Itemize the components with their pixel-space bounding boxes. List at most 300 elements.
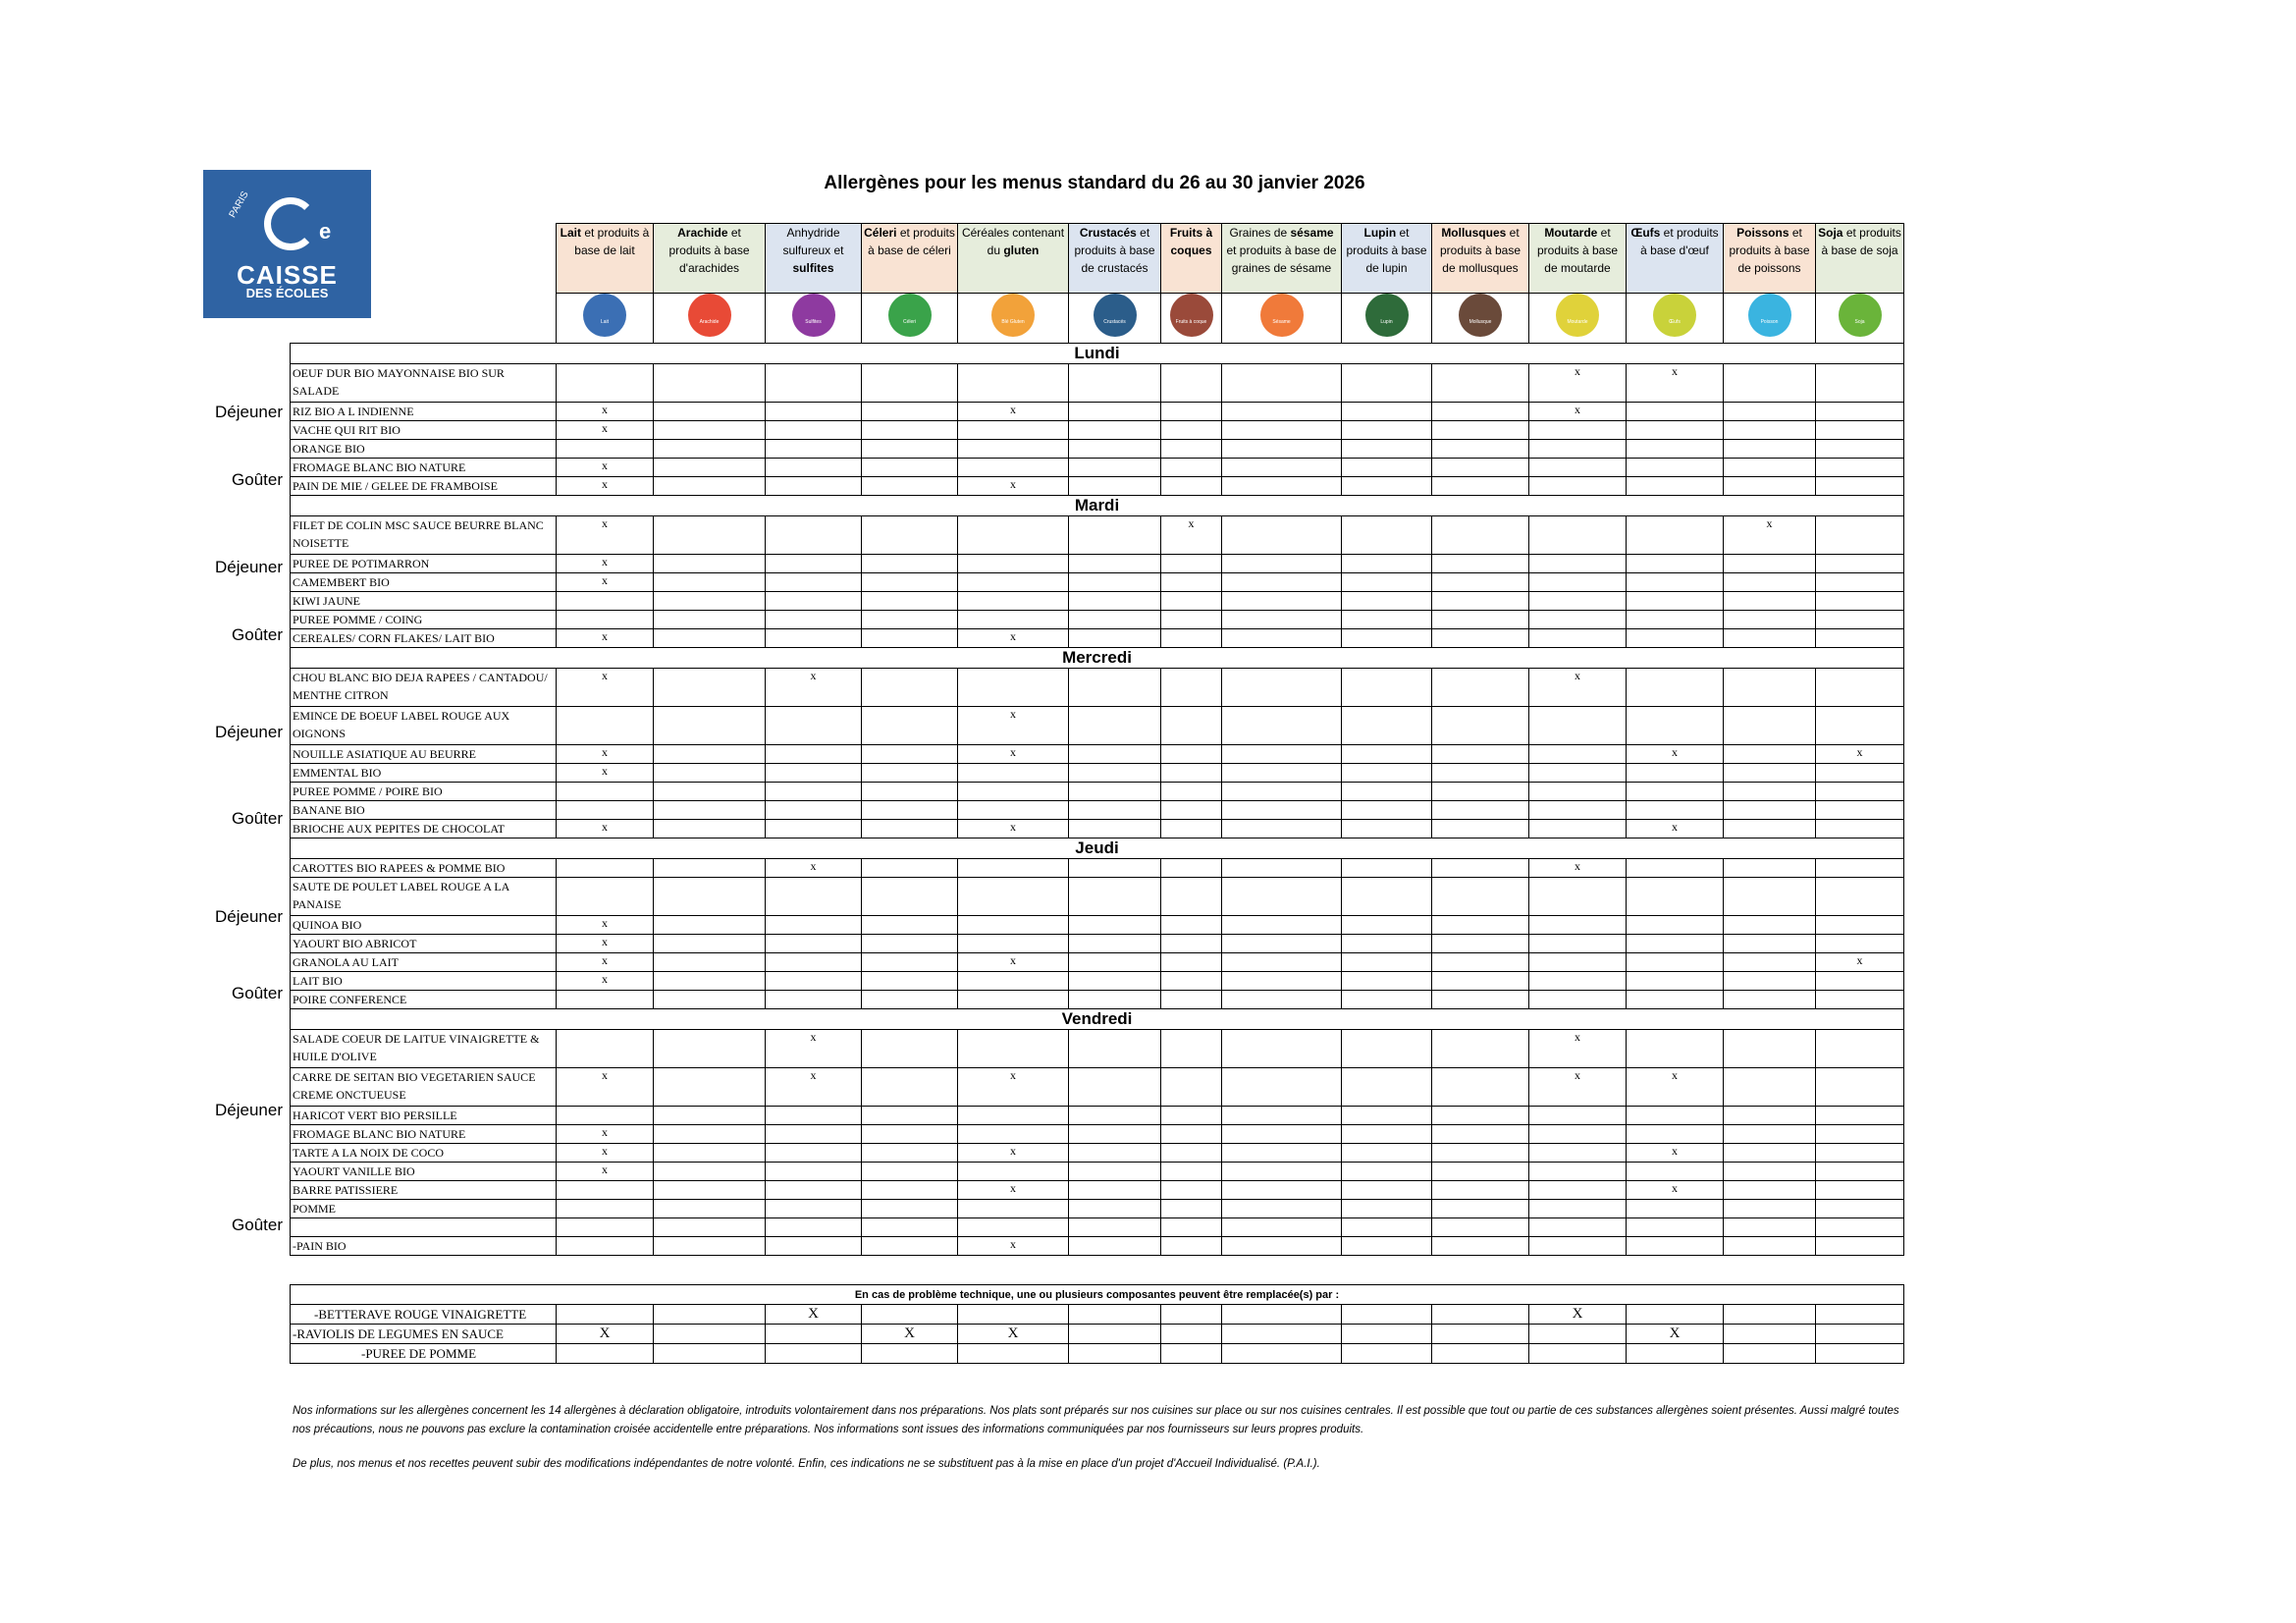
allergen-mark-cell <box>1342 991 1432 1009</box>
allergen-name-13: Soja et produits à base de soja <box>1816 224 1904 294</box>
allergen-mark-cell: x <box>557 403 654 421</box>
allergen-mark-cell <box>654 1125 766 1144</box>
allergen-icon-cell-9 <box>1432 294 1529 344</box>
allergen-mark-cell <box>862 878 958 916</box>
icon-caption: Œufs <box>1669 319 1681 325</box>
replacement-mark-cell <box>1432 1325 1529 1344</box>
dish-name: -PAIN BIO <box>291 1237 557 1256</box>
allergen-mark-cell <box>1161 1107 1222 1125</box>
replacement-mark-cell: X <box>1627 1325 1724 1344</box>
allergen-mark-cell <box>1627 629 1724 648</box>
allergen-mark-cell <box>1627 477 1724 496</box>
allergen-mark-cell <box>1161 916 1222 935</box>
table-row <box>291 1163 1904 1181</box>
replacement-row <box>291 1344 1904 1364</box>
allergen-mark-cell <box>766 991 862 1009</box>
allergen-mark-cell <box>1529 783 1627 801</box>
allergen-mark-cell <box>1161 859 1222 878</box>
icon-caption: Arachide <box>699 319 720 325</box>
dish-name: RIZ BIO A L INDIENNE <box>291 403 557 421</box>
meal-label: Déjeuner <box>215 906 283 926</box>
allergen-mark-cell <box>654 1107 766 1125</box>
allergen-mark-cell <box>1816 820 1904 839</box>
allergen-mark-cell <box>1627 421 1724 440</box>
allergen-mark-cell <box>862 1125 958 1144</box>
allergen-mark-cell <box>1069 972 1161 991</box>
allergen-mark-cell <box>1529 573 1627 592</box>
sesame-icon <box>1260 294 1304 337</box>
allergen-mark-cell <box>766 707 862 745</box>
allergen-mark-cell <box>1432 953 1529 972</box>
allergen-mark-cell <box>1342 1030 1432 1068</box>
replacement-mark-cell <box>862 1344 958 1364</box>
day-heading: Mercredi <box>291 648 1904 669</box>
replacement-mark-cell: X <box>557 1325 654 1344</box>
allergen-mark-cell: x <box>1627 1144 1724 1163</box>
replacement-mark-cell <box>1529 1344 1627 1364</box>
table-row <box>291 783 1904 801</box>
allergen-mark-cell <box>1724 764 1816 783</box>
allergen-mark-cell <box>1161 991 1222 1009</box>
allergen-mark-cell <box>1222 1237 1342 1256</box>
allergen-mark-cell <box>1529 440 1627 459</box>
table-row <box>291 477 1904 496</box>
allergen-mark-cell <box>1816 1107 1904 1125</box>
table-row <box>291 629 1904 648</box>
allergen-mark-cell <box>654 972 766 991</box>
allergen-icon-cell-8 <box>1342 294 1432 344</box>
allergen-mark-cell <box>1529 1200 1627 1218</box>
allergen-mark-cell <box>1724 859 1816 878</box>
dish-name: CARRE DE SEITAN BIO VEGETARIEN SAUCE CREME ONCTUEUSE <box>291 1068 557 1107</box>
allergen-mark-cell <box>1161 477 1222 496</box>
allergen-mark-cell <box>557 611 654 629</box>
dish-name: KIWI JAUNE <box>291 592 557 611</box>
table-row <box>291 1068 1904 1107</box>
allergen-mark-cell <box>654 403 766 421</box>
allergen-mark-cell <box>1432 440 1529 459</box>
soy-icon <box>1839 294 1882 337</box>
allergen-mark-cell <box>557 1107 654 1125</box>
replacement-table <box>290 1284 1904 1364</box>
allergen-mark-cell <box>1627 1163 1724 1181</box>
allergen-mark-cell <box>1222 1218 1342 1237</box>
allergen-mark-cell <box>1222 421 1342 440</box>
allergen-mark-cell <box>1342 459 1432 477</box>
icon-caption: Lait <box>600 319 610 325</box>
allergen-mark-cell <box>958 459 1069 477</box>
dish-name: BANANE BIO <box>291 801 557 820</box>
allergen-mark-cell <box>1342 1068 1432 1107</box>
allergen-mark-cell <box>1069 1181 1161 1200</box>
allergen-mark-cell <box>1529 1144 1627 1163</box>
fish-icon <box>1748 294 1791 337</box>
allergen-mark-cell <box>862 1163 958 1181</box>
allergen-mark-cell <box>1724 1144 1816 1163</box>
allergen-mark-cell <box>958 859 1069 878</box>
allergen-mark-cell <box>1342 421 1432 440</box>
meal-label: Déjeuner <box>215 403 283 421</box>
dish-name: POIRE CONFERENCE <box>291 991 557 1009</box>
allergen-mark-cell <box>1069 1107 1161 1125</box>
sulfites-icon <box>792 294 835 337</box>
allergen-mark-cell <box>862 764 958 783</box>
allergen-mark-cell <box>1529 820 1627 839</box>
allergen-mark-cell <box>1724 629 1816 648</box>
allergen-mark-cell <box>1069 459 1161 477</box>
allergen-mark-cell <box>1816 1181 1904 1200</box>
peanut-icon <box>688 294 731 337</box>
allergen-mark-cell <box>766 1107 862 1125</box>
allergen-mark-cell <box>1161 707 1222 745</box>
allergen-mark-cell <box>1816 801 1904 820</box>
table-row <box>291 991 1904 1009</box>
allergen-mark-cell <box>1342 611 1432 629</box>
meal-label: Goûter <box>232 624 283 644</box>
allergen-mark-cell <box>766 1181 862 1200</box>
allergen-mark-cell <box>1432 991 1529 1009</box>
allergen-mark-cell <box>1432 859 1529 878</box>
allergen-mark-cell <box>654 629 766 648</box>
allergen-mark-cell <box>1432 1163 1529 1181</box>
allergen-mark-cell: x <box>766 859 862 878</box>
allergen-mark-cell <box>1342 516 1432 555</box>
allergen-icon-row <box>291 294 1904 344</box>
allergen-mark-cell <box>862 1068 958 1107</box>
table-row <box>291 1125 1904 1144</box>
allergen-mark-cell <box>1222 707 1342 745</box>
allergen-mark-cell <box>1342 707 1432 745</box>
table-row <box>291 801 1904 820</box>
allergen-mark-cell <box>654 477 766 496</box>
allergen-mark-cell <box>654 1030 766 1068</box>
replacement-mark-cell <box>766 1344 862 1364</box>
allergen-mark-cell <box>766 878 862 916</box>
allergen-mark-cell <box>1816 555 1904 573</box>
allergen-mark-cell <box>1432 364 1529 403</box>
table-row <box>291 1181 1904 1200</box>
allergen-mark-cell <box>1724 1237 1816 1256</box>
allergen-mark-cell <box>654 611 766 629</box>
allergen-mark-cell <box>766 573 862 592</box>
replacement-dish: -PUREE DE POMME <box>291 1344 557 1364</box>
allergen-mark-cell <box>766 403 862 421</box>
allergen-mark-cell <box>1222 403 1342 421</box>
allergen-mark-cell <box>1627 878 1724 916</box>
allergen-mark-cell <box>1724 953 1816 972</box>
allergen-mark-cell <box>1724 611 1816 629</box>
allergen-disclaimer-2: De plus, nos menus et nos recettes peuvent subir des modifications indépendantes de notre volonté. Enfin, ces indications ne se substituent pas à la mise en place d'un projet d'Accueil Individualisé. (P.A.I.). <box>293 1458 1320 1470</box>
allergen-mark-cell <box>862 1200 958 1218</box>
allergen-mark-cell <box>862 745 958 764</box>
allergen-mark-cell <box>1724 440 1816 459</box>
replacement-mark-cell <box>1161 1305 1222 1325</box>
allergen-mark-cell <box>1432 1181 1529 1200</box>
allergen-mark-cell <box>862 516 958 555</box>
allergen-mark-cell <box>1432 1218 1529 1237</box>
allergen-mark-cell <box>1529 878 1627 916</box>
dish-name: FROMAGE BLANC BIO NATURE <box>291 459 557 477</box>
allergen-mark-cell <box>1342 878 1432 916</box>
allergen-mark-cell <box>1816 573 1904 592</box>
allergen-mark-cell <box>1816 707 1904 745</box>
allergen-mark-cell <box>1161 820 1222 839</box>
allergen-mark-cell <box>1069 878 1161 916</box>
allergen-mark-cell <box>1432 1144 1529 1163</box>
dish-name: EMMENTAL BIO <box>291 764 557 783</box>
allergen-mark-cell: x <box>557 745 654 764</box>
allergen-mark-cell <box>1432 935 1529 953</box>
allergen-mark-cell <box>862 935 958 953</box>
dish-name: SAUTE DE POULET LABEL ROUGE A LA PANAISE <box>291 878 557 916</box>
allergen-mark-cell <box>1069 1163 1161 1181</box>
allergen-mark-cell: x <box>557 953 654 972</box>
allergen-mark-cell: x <box>557 669 654 707</box>
allergen-mark-cell <box>1724 459 1816 477</box>
allergen-mark-cell <box>1529 555 1627 573</box>
allergen-mark-cell <box>1816 403 1904 421</box>
allergen-mark-cell <box>557 364 654 403</box>
allergen-mark-cell <box>1816 669 1904 707</box>
allergen-mark-cell <box>1627 669 1724 707</box>
allergen-mark-cell: x <box>1627 364 1724 403</box>
allergen-mark-cell <box>1342 859 1432 878</box>
replacement-mark-cell <box>1627 1305 1724 1325</box>
allergen-mark-cell <box>1432 820 1529 839</box>
allergen-mark-cell <box>1432 459 1529 477</box>
allergen-mark-cell <box>862 1107 958 1125</box>
allergen-mark-cell <box>1724 745 1816 764</box>
allergen-mark-cell <box>1222 764 1342 783</box>
replacement-mark-cell <box>557 1344 654 1364</box>
replacement-mark-cell <box>1816 1344 1904 1364</box>
allergen-mark-cell <box>1222 991 1342 1009</box>
allergen-mark-cell <box>1724 935 1816 953</box>
allergen-mark-cell <box>958 516 1069 555</box>
table-row <box>291 364 1904 403</box>
table-row <box>291 516 1904 555</box>
allergen-mark-cell <box>1161 669 1222 707</box>
allergen-mark-cell <box>1161 1163 1222 1181</box>
dish-name: FILET DE COLIN MSC SAUCE BEURRE BLANC NOISETTE <box>291 516 557 555</box>
dish-name: YAOURT BIO ABRICOT <box>291 935 557 953</box>
allergen-mark-cell <box>1816 629 1904 648</box>
table-row <box>291 1237 1904 1256</box>
icon-caption: Moutarde <box>1567 319 1588 325</box>
table-row <box>291 745 1904 764</box>
allergen-table <box>290 223 1904 1256</box>
allergen-mark-cell: x <box>1529 669 1627 707</box>
allergen-mark-cell <box>1222 364 1342 403</box>
allergen-mark-cell <box>1342 1237 1432 1256</box>
allergen-mark-cell <box>1069 403 1161 421</box>
allergen-mark-cell <box>766 516 862 555</box>
replacement-mark-cell <box>654 1305 766 1325</box>
allergen-mark-cell: x <box>958 403 1069 421</box>
allergen-mark-cell <box>1222 859 1342 878</box>
day-heading: Lundi <box>291 344 1904 364</box>
allergen-mark-cell <box>1432 1237 1529 1256</box>
allergen-mark-cell <box>1222 1200 1342 1218</box>
allergen-mark-cell <box>557 707 654 745</box>
table-row <box>291 764 1904 783</box>
replacement-mark-cell <box>1222 1344 1342 1364</box>
replacement-mark-cell <box>1724 1305 1816 1325</box>
day-row <box>291 648 1904 669</box>
dish-name: SALADE COEUR DE LAITUE VINAIGRETTE & HUILE D'OLIVE <box>291 1030 557 1068</box>
lupin-icon <box>1365 294 1409 337</box>
icon-caption: Céleri <box>902 319 917 325</box>
allergen-mark-cell: x <box>766 1068 862 1107</box>
allergen-mark-cell <box>958 555 1069 573</box>
allergen-header-row <box>291 224 1904 294</box>
allergen-mark-cell <box>766 745 862 764</box>
allergen-mark-cell <box>1342 1163 1432 1181</box>
allergen-mark-cell <box>1816 916 1904 935</box>
table-row <box>291 953 1904 972</box>
allergen-mark-cell: x <box>1529 1068 1627 1107</box>
allergen-mark-cell <box>1342 953 1432 972</box>
allergen-mark-cell <box>1627 440 1724 459</box>
allergen-name-9: Mollusques et produits à base de mollusques <box>1432 224 1529 294</box>
dish-name: EMINCE DE BOEUF LABEL ROUGE AUX OIGNONS <box>291 707 557 745</box>
allergen-mark-cell <box>1627 972 1724 991</box>
allergen-mark-cell <box>654 669 766 707</box>
allergen-mark-cell <box>958 801 1069 820</box>
allergen-mark-cell: x <box>958 629 1069 648</box>
allergen-mark-cell <box>1222 1163 1342 1181</box>
allergen-mark-cell <box>766 935 862 953</box>
allergen-mark-cell <box>1342 364 1432 403</box>
allergen-mark-cell <box>1816 592 1904 611</box>
allergen-mark-cell <box>766 555 862 573</box>
meal-label: Goûter <box>232 469 283 489</box>
allergen-mark-cell <box>1342 783 1432 801</box>
allergen-name-11: Œufs et produits à base d'œuf <box>1627 224 1724 294</box>
day-row <box>291 344 1904 364</box>
allergen-mark-cell <box>1161 573 1222 592</box>
allergen-mark-cell <box>1816 477 1904 496</box>
allergen-mark-cell <box>1432 745 1529 764</box>
allergen-mark-cell <box>557 859 654 878</box>
allergen-name-7: Graines de sésame et produits à base de graines de sésame <box>1222 224 1342 294</box>
dish-name: BRIOCHE AUX PEPITES DE CHOCOLAT <box>291 820 557 839</box>
allergen-mark-cell <box>766 764 862 783</box>
replacement-mark-cell <box>1069 1305 1161 1325</box>
allergen-mark-cell <box>557 1200 654 1218</box>
allergen-mark-cell <box>1222 516 1342 555</box>
day-row <box>291 839 1904 859</box>
dish-name: LAIT BIO <box>291 972 557 991</box>
allergen-mark-cell <box>1069 935 1161 953</box>
allergen-mark-cell <box>1342 629 1432 648</box>
allergen-mark-cell <box>862 859 958 878</box>
logo-line1: CAISSE <box>237 260 338 290</box>
allergen-mark-cell <box>1724 972 1816 991</box>
allergen-mark-cell <box>862 801 958 820</box>
allergen-mark-cell <box>1069 707 1161 745</box>
allergen-mark-cell <box>862 1181 958 1200</box>
allergen-mark-cell <box>1627 592 1724 611</box>
allergen-mark-cell: x <box>557 477 654 496</box>
allergen-mark-cell <box>1816 440 1904 459</box>
allergen-mark-cell <box>654 1218 766 1237</box>
table-row <box>291 1107 1904 1125</box>
allergen-mark-cell <box>862 1237 958 1256</box>
allergen-mark-cell <box>1161 972 1222 991</box>
allergen-mark-cell <box>1529 935 1627 953</box>
allergen-mark-cell <box>654 1144 766 1163</box>
dish-name: CHOU BLANC BIO DEJA RAPEES / CANTADOU/ MENTHE CITRON <box>291 669 557 707</box>
allergen-mark-cell <box>1529 745 1627 764</box>
allergen-mark-cell <box>1161 745 1222 764</box>
allergen-mark-cell <box>1161 364 1222 403</box>
allergen-mark-cell <box>1816 1163 1904 1181</box>
allergen-mark-cell: x <box>557 573 654 592</box>
allergen-mark-cell <box>1161 1144 1222 1163</box>
allergen-mark-cell: x <box>1724 516 1816 555</box>
allergen-mark-cell: x <box>557 1125 654 1144</box>
icon-caption: Fruits à coque <box>1175 319 1207 325</box>
allergen-mark-cell <box>1529 592 1627 611</box>
allergen-mark-cell <box>1161 555 1222 573</box>
egg-icon <box>1653 294 1696 337</box>
allergen-mark-cell <box>766 421 862 440</box>
allergen-mark-cell <box>1222 935 1342 953</box>
allergen-mark-cell <box>1342 935 1432 953</box>
allergen-mark-cell: x <box>1161 516 1222 555</box>
allergen-mark-cell <box>654 440 766 459</box>
allergen-mark-cell <box>766 972 862 991</box>
table-row <box>291 421 1904 440</box>
allergen-mark-cell <box>1069 801 1161 820</box>
allergen-mark-cell <box>1432 592 1529 611</box>
allergen-mark-cell <box>1432 555 1529 573</box>
allergen-mark-cell <box>862 991 958 1009</box>
allergen-mark-cell: x <box>557 629 654 648</box>
allergen-mark-cell <box>1529 972 1627 991</box>
replacement-mark-cell <box>1342 1325 1432 1344</box>
allergen-mark-cell <box>1627 555 1724 573</box>
allergen-mark-cell <box>1432 707 1529 745</box>
allergen-mark-cell <box>1724 1218 1816 1237</box>
allergen-mark-cell <box>557 1218 654 1237</box>
allergen-mark-cell <box>958 1125 1069 1144</box>
allergen-mark-cell <box>1816 611 1904 629</box>
allergen-mark-cell <box>1161 1200 1222 1218</box>
meal-label: Déjeuner <box>215 723 283 741</box>
replacement-mark-cell <box>1816 1325 1904 1344</box>
allergen-mark-cell <box>1816 1200 1904 1218</box>
allergen-mark-cell <box>1432 403 1529 421</box>
allergen-mark-cell <box>654 801 766 820</box>
icon-caption: Lupin <box>1380 319 1393 325</box>
allergen-mark-cell <box>1816 1125 1904 1144</box>
allergen-mark-cell <box>1724 669 1816 707</box>
allergen-mark-cell <box>1069 669 1161 707</box>
allergen-name-6: Fruits à coques <box>1161 224 1222 294</box>
allergen-mark-cell <box>862 440 958 459</box>
allergen-mark-cell <box>766 801 862 820</box>
dish-name: QUINOA BIO <box>291 916 557 935</box>
allergen-mark-cell <box>1161 878 1222 916</box>
allergen-mark-cell <box>1069 421 1161 440</box>
logo-line2: DES ÉCOLES <box>245 286 329 300</box>
gluten-icon <box>991 294 1035 337</box>
allergen-mark-cell <box>1529 953 1627 972</box>
allergen-mark-cell <box>1222 820 1342 839</box>
allergen-mark-cell: x <box>557 1068 654 1107</box>
